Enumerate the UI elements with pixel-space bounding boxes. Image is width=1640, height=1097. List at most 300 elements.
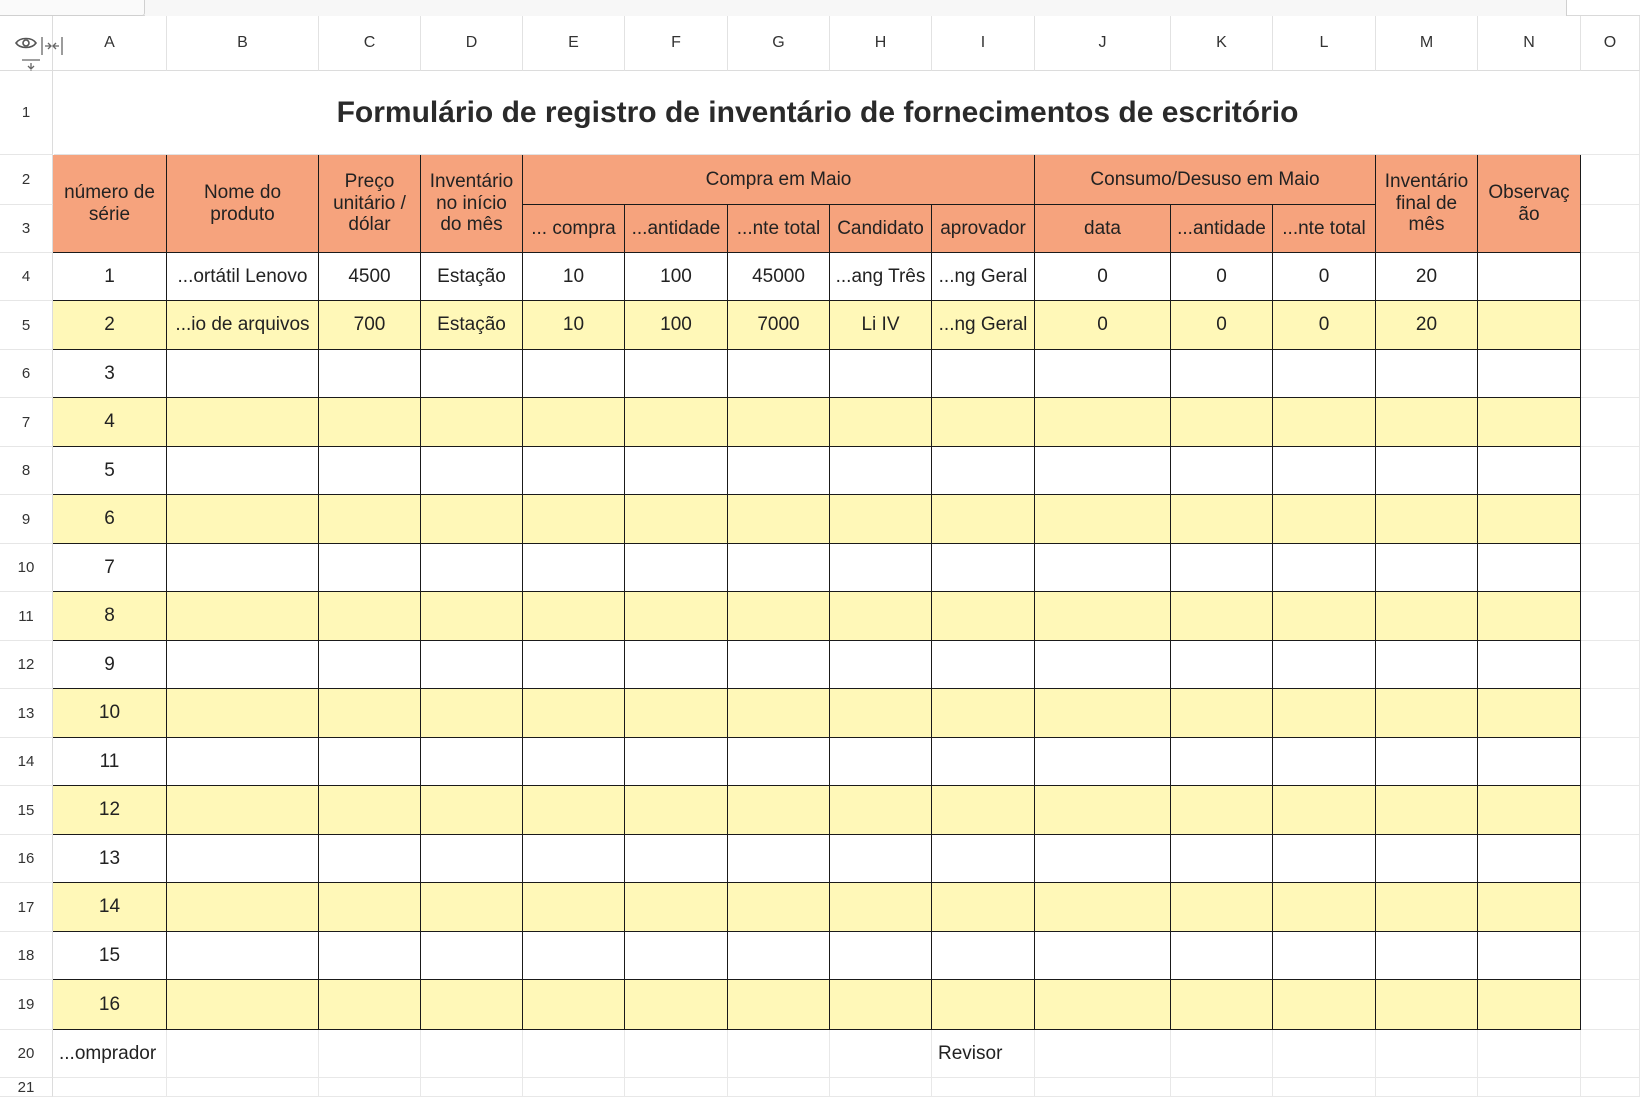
column-header-b[interactable]: B [167,16,319,71]
grid-cell[interactable] [1478,1030,1581,1078]
table-cell[interactable] [830,447,932,495]
table-cell[interactable] [830,883,932,932]
serial-cell[interactable]: 10 [53,689,167,738]
table-cell[interactable] [830,980,932,1030]
table-cell[interactable] [1273,447,1376,495]
table-cell[interactable] [523,350,625,398]
table-cell[interactable] [1035,544,1171,592]
grid-cell[interactable] [830,1078,932,1097]
table-cell[interactable] [1273,980,1376,1030]
grid-cell[interactable] [1581,883,1640,932]
table-cell[interactable]: 0 [1035,253,1171,301]
table-cell[interactable] [728,786,830,835]
header-consumption-3[interactable]: ...nte total [1273,205,1376,253]
row-header-20[interactable]: 20 [0,1030,53,1078]
table-cell[interactable]: 7000 [728,301,830,350]
serial-cell[interactable]: 14 [53,883,167,932]
table-cell[interactable]: Estação [421,301,523,350]
table-cell[interactable] [1478,544,1581,592]
column-header-n[interactable]: N [1478,16,1581,71]
table-cell[interactable] [167,738,319,786]
grid-cell[interactable] [167,1078,319,1097]
select-all-corner[interactable] [0,16,53,71]
table-cell[interactable] [421,932,523,980]
grid-cell[interactable] [319,1030,421,1078]
grid-cell[interactable] [1581,592,1640,641]
table-cell[interactable] [728,544,830,592]
table-cell[interactable] [319,932,421,980]
table-cell[interactable] [932,786,1035,835]
table-cell[interactable] [728,738,830,786]
grid-cell[interactable] [1035,1030,1171,1078]
row-header-12[interactable]: 12 [0,641,53,689]
table-cell[interactable] [625,447,728,495]
table-cell[interactable] [625,495,728,544]
table-cell[interactable] [728,350,830,398]
table-cell[interactable]: 100 [625,301,728,350]
table-cell[interactable] [932,883,1035,932]
row-header-5[interactable]: 5 [0,301,53,350]
table-cell[interactable] [625,738,728,786]
column-header-m[interactable]: M [1376,16,1478,71]
table-cell[interactable] [1478,689,1581,738]
table-cell[interactable] [421,835,523,883]
grid-cell[interactable] [1581,980,1640,1030]
row-header-1[interactable]: 1 [0,71,53,155]
grid-cell[interactable] [319,1078,421,1097]
table-cell[interactable] [1035,641,1171,689]
column-header-l[interactable]: L [1273,16,1376,71]
table-cell[interactable] [728,495,830,544]
row-header-11[interactable]: 11 [0,592,53,641]
grid-cell[interactable] [1581,786,1640,835]
table-cell[interactable] [830,350,932,398]
table-cell[interactable] [1171,738,1273,786]
table-cell[interactable] [1035,835,1171,883]
table-cell[interactable] [932,932,1035,980]
serial-cell[interactable]: 6 [53,495,167,544]
table-cell[interactable] [523,495,625,544]
header-purchase-1[interactable]: ... compra [523,205,625,253]
grid-cell[interactable] [625,1030,728,1078]
table-cell[interactable] [1376,350,1478,398]
table-cell[interactable] [932,592,1035,641]
row-header-15[interactable]: 15 [0,786,53,835]
table-cell[interactable] [523,980,625,1030]
table-cell[interactable] [1376,835,1478,883]
header-inventory-end[interactable]: Inventário final de mês [1376,155,1478,253]
grid-cell[interactable] [1581,155,1640,205]
table-cell[interactable] [167,883,319,932]
grid-cell[interactable] [1581,544,1640,592]
table-cell[interactable] [319,350,421,398]
table-cell[interactable] [1273,786,1376,835]
table-cell[interactable] [830,835,932,883]
row-header-3[interactable]: 3 [0,205,53,253]
table-cell[interactable]: Estação [421,253,523,301]
table-cell[interactable] [319,786,421,835]
table-cell[interactable] [1035,932,1171,980]
header-consumption-group[interactable]: Consumo/Desuso em Maio [1035,155,1376,205]
table-cell[interactable] [167,398,319,447]
table-cell[interactable] [421,883,523,932]
table-cell[interactable] [830,932,932,980]
table-cell[interactable] [728,447,830,495]
table-cell[interactable] [1035,350,1171,398]
table-cell[interactable] [1273,495,1376,544]
row-header-16[interactable]: 16 [0,835,53,883]
grid-cell[interactable] [1581,205,1640,253]
table-cell[interactable] [932,398,1035,447]
page-title[interactable]: Formulário de registro de inventário de fornecimentos de escritório [54,71,1581,155]
table-cell[interactable] [319,835,421,883]
table-cell[interactable] [421,544,523,592]
table-cell[interactable]: 0 [1273,301,1376,350]
table-cell[interactable] [167,544,319,592]
table-cell[interactable] [167,447,319,495]
table-cell[interactable] [1035,738,1171,786]
table-cell[interactable] [1171,641,1273,689]
serial-cell[interactable]: 1 [53,253,167,301]
table-cell[interactable]: 0 [1273,253,1376,301]
header-consumption-2[interactable]: ...antidade [1171,205,1273,253]
grid-cell[interactable] [1581,495,1640,544]
table-cell[interactable] [523,398,625,447]
grid-cell[interactable] [421,1030,523,1078]
table-cell[interactable] [932,447,1035,495]
header-purchase-4[interactable]: Candidato [830,205,932,253]
row-header-18[interactable]: 18 [0,932,53,980]
grid-cell[interactable] [1035,1078,1171,1097]
table-cell[interactable] [1376,738,1478,786]
serial-cell[interactable]: 13 [53,835,167,883]
table-cell[interactable] [932,350,1035,398]
grid-cell[interactable] [1581,738,1640,786]
row-header-8[interactable]: 8 [0,447,53,495]
table-cell[interactable] [421,495,523,544]
row-header-17[interactable]: 17 [0,883,53,932]
table-cell[interactable] [523,883,625,932]
table-cell[interactable] [728,398,830,447]
table-cell[interactable] [1035,689,1171,738]
table-cell[interactable] [1035,398,1171,447]
table-cell[interactable] [421,689,523,738]
table-cell[interactable] [1376,689,1478,738]
table-cell[interactable] [1171,689,1273,738]
table-cell[interactable] [523,738,625,786]
grid-cell[interactable] [421,1078,523,1097]
table-cell[interactable] [523,592,625,641]
row-header-21[interactable]: 21 [0,1078,53,1097]
table-cell[interactable] [932,738,1035,786]
table-cell[interactable] [319,544,421,592]
grid-cell[interactable] [1581,398,1640,447]
table-cell[interactable]: 0 [1035,301,1171,350]
table-cell[interactable] [319,883,421,932]
table-cell[interactable] [1035,495,1171,544]
row-header-2[interactable]: 2 [0,155,53,205]
column-header-o[interactable]: O [1581,16,1640,71]
table-cell[interactable] [932,544,1035,592]
grid-cell[interactable] [1581,301,1640,350]
table-cell[interactable]: ...ang Três [830,253,932,301]
table-cell[interactable] [1376,932,1478,980]
table-cell[interactable] [830,495,932,544]
grid-cell[interactable] [1581,641,1640,689]
table-cell[interactable] [1376,447,1478,495]
table-cell[interactable]: 10 [523,301,625,350]
table-cell[interactable] [1478,495,1581,544]
table-cell[interactable] [625,932,728,980]
table-cell[interactable] [523,835,625,883]
grid-cell[interactable] [1376,1030,1478,1078]
table-cell[interactable] [1376,544,1478,592]
row-header-6[interactable]: 6 [0,350,53,398]
grid-cell[interactable] [1478,1078,1581,1097]
table-cell[interactable] [167,980,319,1030]
table-cell[interactable] [1478,447,1581,495]
grid-cell[interactable] [728,1078,830,1097]
table-cell[interactable] [421,398,523,447]
table-cell[interactable] [625,883,728,932]
table-cell[interactable] [830,641,932,689]
table-cell[interactable]: 0 [1171,253,1273,301]
row-header-19[interactable]: 19 [0,980,53,1030]
grid-cell[interactable] [1581,1030,1640,1078]
table-cell[interactable] [1171,592,1273,641]
table-cell[interactable]: ...ng Geral [932,253,1035,301]
table-cell[interactable] [421,980,523,1030]
table-cell[interactable]: 700 [319,301,421,350]
header-product[interactable]: Nome do produto [167,155,319,253]
table-cell[interactable]: 20 [1376,253,1478,301]
eye-icon[interactable] [15,35,37,51]
table-cell[interactable] [932,980,1035,1030]
table-cell[interactable] [728,835,830,883]
table-cell[interactable] [1478,738,1581,786]
table-cell[interactable] [1171,495,1273,544]
serial-cell[interactable]: 12 [53,786,167,835]
table-cell[interactable] [830,592,932,641]
table-cell[interactable] [1478,398,1581,447]
table-cell[interactable] [1478,883,1581,932]
row-header-7[interactable]: 7 [0,398,53,447]
table-cell[interactable] [1171,786,1273,835]
table-cell[interactable] [830,398,932,447]
table-cell[interactable] [421,641,523,689]
grid-cell[interactable] [728,1030,830,1078]
table-cell[interactable] [1376,495,1478,544]
grid-cell[interactable] [932,1078,1035,1097]
table-cell[interactable] [728,641,830,689]
table-cell[interactable] [523,544,625,592]
column-header-d[interactable]: D [421,16,523,71]
serial-cell[interactable]: 9 [53,641,167,689]
grid-cell[interactable] [1581,447,1640,495]
table-cell[interactable] [319,689,421,738]
table-cell[interactable] [1376,592,1478,641]
table-cell[interactable] [728,980,830,1030]
table-cell[interactable]: ...io de arquivos [167,301,319,350]
header-inventory-start[interactable]: Inventário no início do mês [421,155,523,253]
header-purchase-2[interactable]: ...antidade [625,205,728,253]
table-cell[interactable] [625,350,728,398]
grid-cell[interactable] [1581,835,1640,883]
grid-cell[interactable] [1273,1030,1376,1078]
table-cell[interactable] [625,786,728,835]
table-cell[interactable] [1035,786,1171,835]
table-cell[interactable] [625,544,728,592]
table-cell[interactable] [1478,786,1581,835]
header-purchase-3[interactable]: ...nte total [728,205,830,253]
header-consumption-1[interactable]: data [1035,205,1171,253]
table-cell[interactable] [167,689,319,738]
grid-cell[interactable] [1581,71,1640,155]
table-cell[interactable] [728,932,830,980]
row-header-14[interactable]: 14 [0,738,53,786]
grid-cell[interactable] [1581,253,1640,301]
table-cell[interactable] [1273,738,1376,786]
table-cell[interactable] [523,641,625,689]
row-header-10[interactable]: 10 [0,544,53,592]
table-cell[interactable] [1035,447,1171,495]
table-cell[interactable] [421,447,523,495]
table-cell[interactable] [1273,592,1376,641]
table-cell[interactable] [830,738,932,786]
table-cell[interactable] [625,689,728,738]
table-cell[interactable] [1171,447,1273,495]
table-cell[interactable] [167,932,319,980]
table-cell[interactable]: 20 [1376,301,1478,350]
table-cell[interactable] [319,980,421,1030]
table-cell[interactable] [625,980,728,1030]
table-cell[interactable]: ...ng Geral [932,301,1035,350]
grid-cell[interactable] [625,1078,728,1097]
table-cell[interactable] [167,350,319,398]
table-cell[interactable] [319,738,421,786]
grid-cell[interactable] [1171,1030,1273,1078]
table-cell[interactable] [1478,592,1581,641]
table-cell[interactable]: 0 [1171,301,1273,350]
table-cell[interactable] [728,883,830,932]
table-cell[interactable] [1171,883,1273,932]
table-cell[interactable] [523,689,625,738]
table-cell[interactable] [1478,253,1581,301]
table-cell[interactable] [728,689,830,738]
table-cell[interactable] [523,932,625,980]
table-cell[interactable] [421,738,523,786]
table-cell[interactable] [1035,980,1171,1030]
table-cell[interactable] [830,544,932,592]
table-cell[interactable] [1273,544,1376,592]
table-cell[interactable] [421,350,523,398]
table-cell[interactable] [1171,980,1273,1030]
grid-cell[interactable] [1581,689,1640,738]
grid-cell[interactable] [1581,932,1640,980]
grid-cell[interactable] [167,1030,319,1078]
table-cell[interactable] [625,592,728,641]
reviewer-label[interactable]: Revisor [938,1043,1003,1064]
table-cell[interactable] [1376,398,1478,447]
header-notes[interactable]: Observação [1478,155,1581,253]
grid-cell[interactable] [53,1078,167,1097]
table-cell[interactable]: 4500 [319,253,421,301]
table-cell[interactable] [319,641,421,689]
formula-bar[interactable] [145,0,1567,16]
table-cell[interactable] [1273,835,1376,883]
table-cell[interactable] [1171,544,1273,592]
table-cell[interactable]: 10 [523,253,625,301]
table-cell[interactable] [1376,786,1478,835]
table-cell[interactable]: 100 [625,253,728,301]
column-header-i[interactable]: I [932,16,1035,71]
serial-cell[interactable]: 3 [53,350,167,398]
column-header-j[interactable]: J [1035,16,1171,71]
table-cell[interactable] [1171,932,1273,980]
row-header-9[interactable]: 9 [0,495,53,544]
table-cell[interactable] [1273,398,1376,447]
table-cell[interactable] [319,447,421,495]
table-cell[interactable] [167,835,319,883]
table-cell[interactable] [1273,350,1376,398]
column-header-k[interactable]: K [1171,16,1273,71]
serial-cell[interactable]: 16 [53,980,167,1030]
table-cell[interactable] [319,592,421,641]
grid-cell[interactable] [1376,1078,1478,1097]
column-header-e[interactable]: E [523,16,625,71]
table-cell[interactable] [319,398,421,447]
table-cell[interactable] [932,835,1035,883]
table-cell[interactable] [421,592,523,641]
table-cell[interactable] [167,786,319,835]
serial-cell[interactable]: 5 [53,447,167,495]
serial-cell[interactable]: 11 [53,738,167,786]
table-cell[interactable] [1273,932,1376,980]
table-cell[interactable] [523,786,625,835]
header-purchase-group[interactable]: Compra em Maio [523,155,1035,205]
table-cell[interactable] [319,495,421,544]
column-header-h[interactable]: H [830,16,932,71]
grid-cell[interactable] [1581,1078,1640,1097]
serial-cell[interactable]: 8 [53,592,167,641]
grid-cell[interactable] [523,1078,625,1097]
table-cell[interactable] [1478,350,1581,398]
header-serial[interactable]: número de série [53,155,167,253]
table-cell[interactable] [830,689,932,738]
table-cell[interactable] [1171,835,1273,883]
table-cell[interactable] [932,689,1035,738]
buyer-label[interactable]: ...omprador [59,1043,157,1064]
table-cell[interactable] [625,398,728,447]
table-cell[interactable]: ...ortátil Lenovo [167,253,319,301]
table-cell[interactable] [1478,301,1581,350]
table-cell[interactable] [728,592,830,641]
header-purchase-5[interactable]: aprovador [932,205,1035,253]
column-header-c[interactable]: C [319,16,421,71]
serial-cell[interactable]: 15 [53,932,167,980]
table-cell[interactable] [1273,689,1376,738]
table-cell[interactable] [167,592,319,641]
header-unit-price[interactable]: Preço unitário / dólar [319,155,421,253]
table-cell[interactable] [1171,350,1273,398]
table-cell[interactable] [830,786,932,835]
table-cell[interactable] [932,641,1035,689]
table-cell[interactable] [1273,641,1376,689]
table-cell[interactable] [1478,641,1581,689]
serial-cell[interactable]: 7 [53,544,167,592]
row-header-4[interactable]: 4 [0,253,53,301]
table-cell[interactable] [1478,980,1581,1030]
